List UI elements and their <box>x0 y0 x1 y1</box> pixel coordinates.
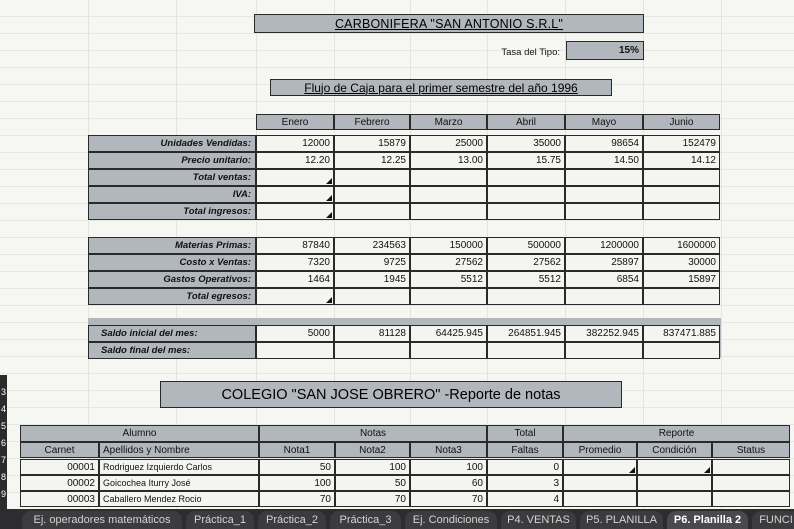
income_rows-value-cell[interactable] <box>565 203 643 220</box>
income_rows-value-cell-text: 15.75 <box>535 155 561 166</box>
group-header-reporte <box>563 425 790 442</box>
income_rows-row-label-text: Precio unitario: <box>181 155 251 166</box>
income_rows-value-cell[interactable] <box>487 203 565 220</box>
company-title-text: CARBONIFERA "SAN ANTONIO S.R.L" <box>334 16 564 31</box>
balance-value-cell[interactable] <box>487 342 565 359</box>
student-nota1-text: 50 <box>319 461 331 473</box>
income_rows-value-cell[interactable] <box>334 135 410 152</box>
income_rows-value-cell[interactable] <box>410 135 487 152</box>
expense_rows-value-cell-text: 87840 <box>302 240 330 251</box>
column-header-faltas[interactable] <box>487 442 563 458</box>
month-header-text: Enero <box>281 116 309 128</box>
expense_rows-value-cell-text: 15897 <box>688 274 716 285</box>
balance-row-label-text: Saldo inicial del mes: <box>101 328 198 339</box>
expense_rows-value-cell-text: 1200000 <box>600 240 639 251</box>
income_rows-value-cell[interactable] <box>410 186 487 203</box>
column-header-nombre[interactable] <box>99 442 259 458</box>
income_rows-row-label-text: Total ingresos: <box>183 206 251 217</box>
column-header-nota3[interactable] <box>410 442 487 458</box>
income_rows-value-cell-text: 12000 <box>302 138 330 149</box>
sheet-tab-label: Práctica_3 <box>339 514 392 526</box>
balance-value-cell[interactable] <box>565 325 643 342</box>
cashflow-title[interactable] <box>270 79 612 96</box>
student-name[interactable] <box>99 459 259 475</box>
income_rows-value-cell[interactable] <box>256 169 334 186</box>
income_rows-value-cell[interactable] <box>643 135 720 152</box>
student-carnet-text: 00003 <box>67 493 95 505</box>
row-number[interactable]: 6 <box>0 438 6 448</box>
student-condicion[interactable] <box>637 491 712 507</box>
expense_rows-value-cell[interactable] <box>334 271 410 288</box>
column-header-status-text: Status <box>736 444 766 456</box>
student-faltas-text: 4 <box>553 493 559 505</box>
column-header-nota3-text: Nota3 <box>435 444 462 456</box>
month-header[interactable] <box>410 114 487 130</box>
student-promedio[interactable] <box>563 459 637 475</box>
grid-line <box>0 220 794 221</box>
column-header-nota1[interactable] <box>259 442 335 458</box>
expense_rows-value-cell[interactable] <box>487 271 565 288</box>
row-number[interactable]: 4 <box>0 404 6 414</box>
income_rows-value-cell-text: 14.12 <box>690 155 716 166</box>
income_rows-value-cell[interactable] <box>487 152 565 169</box>
group-header-total <box>487 425 563 442</box>
expense_rows-value-cell-text: 5512 <box>538 274 561 285</box>
income_rows-value-cell[interactable] <box>643 203 720 220</box>
expense_rows-value-cell[interactable] <box>565 288 643 305</box>
income_rows-value-cell[interactable] <box>565 152 643 169</box>
student-condicion[interactable] <box>637 459 712 475</box>
column-header-carnet[interactable] <box>20 442 99 458</box>
income_rows-value-cell[interactable] <box>334 203 410 220</box>
sheet-tab[interactable] <box>258 511 326 529</box>
sheet-tab[interactable] <box>330 511 401 529</box>
group-header-reporte-text: Reporte <box>658 428 695 439</box>
expense_rows-value-cell-text: 1464 <box>307 274 330 285</box>
student-faltas[interactable] <box>487 459 563 475</box>
balance-value-cell[interactable] <box>643 325 720 342</box>
row-number-strip <box>0 375 7 529</box>
expense_rows-value-cell[interactable] <box>334 237 410 254</box>
income_rows-value-cell-text: 35000 <box>533 138 561 149</box>
grid-line <box>0 373 794 374</box>
income_rows-row-label <box>88 186 256 203</box>
month-header[interactable] <box>487 114 565 130</box>
balance-value-cell-text: 64425.945 <box>435 328 483 339</box>
income_rows-row-label <box>88 169 256 186</box>
balance-value-cell[interactable] <box>410 325 487 342</box>
income_rows-value-cell[interactable] <box>643 169 720 186</box>
sheet-tab[interactable] <box>405 511 497 529</box>
student-carnet[interactable] <box>20 475 99 491</box>
expense_rows-value-cell[interactable] <box>565 271 643 288</box>
column-header-status[interactable] <box>712 442 790 458</box>
column-header-condicion[interactable] <box>637 442 712 458</box>
income_rows-value-cell[interactable] <box>334 152 410 169</box>
column-header-condicion-text: Condición <box>652 444 697 456</box>
group-header-alumno-text: Alumno <box>122 428 157 439</box>
group-header-notas <box>259 425 487 442</box>
expense_rows-value-cell-text: 1945 <box>383 274 406 285</box>
balance-value-cell[interactable] <box>334 342 410 359</box>
balance-value-cell[interactable] <box>487 325 565 342</box>
sheet-tab[interactable] <box>752 511 794 529</box>
income_rows-value-cell-text: 15879 <box>378 138 406 149</box>
student-nota1-text: 100 <box>314 477 331 489</box>
student-nota1[interactable] <box>259 459 335 475</box>
expense_rows-value-cell[interactable] <box>334 254 410 271</box>
student-faltas-text: 3 <box>553 477 559 489</box>
expense_rows-value-cell[interactable] <box>256 237 334 254</box>
expense_rows-value-cell[interactable] <box>256 288 334 305</box>
income_rows-value-cell[interactable] <box>410 203 487 220</box>
student-nota3[interactable] <box>410 459 487 475</box>
cashflow-title-text: Flujo de Caja para el primer semestre del año 1996 <box>304 80 578 95</box>
expense_rows-value-cell-text: 30000 <box>688 257 716 268</box>
balance-value-cell[interactable] <box>334 325 410 342</box>
student-nota2-text: 70 <box>394 493 406 505</box>
expense_rows-value-cell-text: 25897 <box>611 257 639 268</box>
expense_rows-value-cell[interactable] <box>643 288 720 305</box>
row-number[interactable]: 3 <box>0 387 6 397</box>
student-carnet-text: 00001 <box>67 461 95 473</box>
balance-value-cell[interactable] <box>643 342 720 359</box>
student-faltas[interactable] <box>487 491 563 507</box>
sheet-tab[interactable] <box>186 511 254 529</box>
month-header-text: Mayo <box>591 116 617 128</box>
group-header-alumno <box>20 425 259 442</box>
grid-line <box>0 33 794 34</box>
expense_rows-value-cell[interactable] <box>643 254 720 271</box>
income_rows-value-cell[interactable] <box>487 186 565 203</box>
column-header-nota2[interactable] <box>335 442 410 458</box>
expense_rows-value-cell[interactable] <box>410 271 487 288</box>
month-header-text: Marzo <box>434 116 463 128</box>
expense_rows-row-label <box>88 271 256 288</box>
expense_rows-value-cell-text: 234563 <box>372 240 406 251</box>
student-name[interactable] <box>99 475 259 491</box>
month-header[interactable] <box>643 114 720 130</box>
income_rows-value-cell[interactable] <box>410 152 487 169</box>
sheet-tab[interactable] <box>501 511 576 529</box>
student-carnet[interactable] <box>20 491 99 507</box>
income_rows-value-cell-text: 14.50 <box>613 155 639 166</box>
expense_rows-row-label-text: Gastos Operativos: <box>163 274 251 285</box>
balance-value-cell-text: 837471.885 <box>663 328 716 339</box>
rate-value[interactable]: 15% <box>566 41 644 60</box>
expense_rows-value-cell-text: 9725 <box>383 257 406 268</box>
expense_rows-value-cell-text: 7320 <box>307 257 330 268</box>
grid-line <box>0 305 794 306</box>
expense_rows-value-cell[interactable] <box>334 288 410 305</box>
sheet-tab-label: P6. Planilla 2 <box>673 514 742 526</box>
expense_rows-value-cell[interactable] <box>256 271 334 288</box>
income_rows-row-label-text: Total ventas: <box>192 172 251 183</box>
student-status[interactable] <box>712 475 790 491</box>
student-nota2[interactable] <box>335 491 410 507</box>
sheet-tab-label: Práctica_1 <box>194 514 246 526</box>
student-nota1-text: 70 <box>319 493 331 505</box>
expense_rows-value-cell[interactable] <box>565 237 643 254</box>
month-header[interactable] <box>256 114 334 130</box>
balance-row-label <box>88 325 256 342</box>
month-header-text: Febrero <box>354 116 390 128</box>
student-carnet-text: 00002 <box>67 477 95 489</box>
expense_rows-value-cell-text: 1600000 <box>677 240 716 251</box>
sheet-tab-label: P4. VENTAS <box>507 514 570 526</box>
grid-line <box>0 101 794 102</box>
grades-title[interactable] <box>160 381 622 408</box>
balance-value-cell-text: 5000 <box>307 328 330 339</box>
balance-row-label-text: Saldo final del mes: <box>101 345 191 356</box>
balance-value-cell-text: 382252.945 <box>586 328 639 339</box>
expense_rows-row-label-text: Costo x Ventas: <box>179 257 251 268</box>
expense_rows-value-cell-text: 27562 <box>533 257 561 268</box>
income_rows-value-cell[interactable] <box>256 135 334 152</box>
expense_rows-value-cell-text: 6854 <box>616 274 639 285</box>
student-nota1[interactable] <box>259 491 335 507</box>
student-nota3-text: 70 <box>471 493 483 505</box>
expense_rows-value-cell[interactable] <box>487 254 565 271</box>
month-header[interactable] <box>565 114 643 130</box>
balance-row-label <box>88 342 256 359</box>
expense_rows-value-cell[interactable] <box>256 254 334 271</box>
expense_rows-row-label <box>88 237 256 254</box>
grid-line <box>0 50 794 51</box>
sheet-tab-label: Ej. operadores matemáticos <box>33 514 171 526</box>
month-header-text: Junio <box>669 116 694 128</box>
student-nota3[interactable] <box>410 491 487 507</box>
student-name-text: Goicochea Iturry José <box>103 478 191 488</box>
expense_rows-value-cell-text: 5512 <box>460 274 483 285</box>
income_rows-value-cell[interactable] <box>643 152 720 169</box>
balance-value-cell[interactable] <box>256 325 334 342</box>
column-header-promedio[interactable] <box>563 442 637 458</box>
student-nota2-text: 100 <box>389 461 406 473</box>
student-status[interactable] <box>712 491 790 507</box>
income_rows-row-label-text: IVA: <box>232 189 251 200</box>
group-header-notas-text: Notas <box>359 428 387 439</box>
expense_rows-value-cell-text: 150000 <box>449 240 483 251</box>
income_rows-value-cell[interactable] <box>410 169 487 186</box>
student-promedio[interactable] <box>563 475 637 491</box>
balance-value-cell[interactable] <box>256 342 334 359</box>
expense_rows-row-label <box>88 288 256 305</box>
balance-value-cell[interactable] <box>410 342 487 359</box>
student-name-text: Rodriguez Izquierdo Carlos <box>103 462 213 472</box>
income_rows-row-label <box>88 203 256 220</box>
income_rows-value-cell[interactable] <box>334 186 410 203</box>
column-header-carnet-text: Carnet <box>44 444 75 456</box>
income_rows-value-cell[interactable] <box>487 135 565 152</box>
income_rows-value-cell[interactable] <box>256 186 334 203</box>
student-faltas[interactable] <box>487 475 563 491</box>
rate-label: Tasa del Tipo: <box>501 47 560 58</box>
student-name-text: Caballero Mendez Rocio <box>103 494 202 504</box>
student-nota2-text: 50 <box>394 477 406 489</box>
income_rows-row-label <box>88 152 256 169</box>
expense_rows-value-cell[interactable] <box>410 288 487 305</box>
income_rows-value-cell[interactable] <box>334 169 410 186</box>
student-nota2[interactable] <box>335 459 410 475</box>
sheet-tab[interactable] <box>22 511 182 529</box>
student-status[interactable] <box>712 459 790 475</box>
student-nota3-text: 60 <box>471 477 483 489</box>
income_rows-value-cell-text: 12.25 <box>380 155 406 166</box>
column-header-nota1-text: Nota1 <box>283 444 311 456</box>
student-nota1[interactable] <box>259 475 335 491</box>
expense_rows-row-label <box>88 254 256 271</box>
income_rows-value-cell[interactable] <box>565 186 643 203</box>
grades-title-text: COLEGIO "SAN JOSE OBRERO" -Reporte de notas <box>221 386 561 403</box>
income_rows-value-cell[interactable] <box>256 152 334 169</box>
student-name[interactable] <box>99 491 259 507</box>
grid-line <box>0 67 794 68</box>
month-header-text: Abril <box>515 116 536 128</box>
balance-value-cell[interactable] <box>565 342 643 359</box>
income_rows-value-cell[interactable] <box>565 169 643 186</box>
income_rows-row-label-text: Unidades Vendidas: <box>160 138 251 149</box>
income_rows-row-label <box>88 135 256 152</box>
income_rows-value-cell[interactable] <box>487 169 565 186</box>
income_rows-value-cell[interactable] <box>565 135 643 152</box>
income_rows-value-cell-text: 13.00 <box>457 155 483 166</box>
sheet-tab-label: Ej. Condiciones <box>412 514 490 526</box>
student-carnet[interactable] <box>20 459 99 475</box>
row-number[interactable]: 5 <box>0 421 6 431</box>
sheet-tab-label: Práctica_2 <box>266 514 318 526</box>
income_rows-value-cell-text: 12.20 <box>304 155 330 166</box>
student-promedio[interactable] <box>563 491 637 507</box>
row-number[interactable]: 8 <box>0 472 6 482</box>
sheet-tab[interactable] <box>580 511 663 529</box>
expense_rows-value-cell-text: 27562 <box>455 257 483 268</box>
column-header-nota2-text: Nota2 <box>359 444 386 456</box>
row-number[interactable]: 7 <box>0 455 6 465</box>
expense_rows-value-cell[interactable] <box>487 288 565 305</box>
balance-value-cell-text: 264851.945 <box>508 328 561 339</box>
student-nota3-text: 100 <box>466 461 483 473</box>
sheet-tab[interactable] <box>667 511 748 529</box>
student-nota3[interactable] <box>410 475 487 491</box>
sheet-tab-label: P5. PLANILLA <box>586 514 657 526</box>
expense_rows-value-cell[interactable] <box>410 254 487 271</box>
expense_rows-value-cell[interactable] <box>643 271 720 288</box>
expense_rows-value-cell[interactable] <box>487 237 565 254</box>
student-faltas-text: 0 <box>553 461 559 473</box>
column-header-nombre-text: Apellidos y Nombre <box>103 444 190 456</box>
expense_rows-value-cell-text: 500000 <box>527 240 561 251</box>
expense_rows-value-cell[interactable] <box>643 237 720 254</box>
row-number[interactable]: 9 <box>0 489 6 499</box>
sheet-tab-label: FUNCI <box>759 514 793 526</box>
column-header-faltas-text: Faltas <box>511 444 539 456</box>
income_rows-value-cell-text: 152479 <box>682 138 716 149</box>
column-header-promedio-text: Promedio <box>578 444 622 456</box>
group-header-total-text: Total <box>514 428 536 439</box>
expense_rows-value-cell[interactable] <box>565 254 643 271</box>
income_rows-value-cell[interactable] <box>256 203 334 220</box>
month-header[interactable] <box>334 114 410 130</box>
income_rows-value-cell-text: 98654 <box>611 138 639 149</box>
company-title[interactable] <box>254 14 644 33</box>
income_rows-value-cell-text: 25000 <box>455 138 483 149</box>
sheet-tab-bar <box>0 509 794 529</box>
expense_rows-row-label-text: Materias Primas: <box>174 240 251 251</box>
student-nota2[interactable] <box>335 475 410 491</box>
expense_rows-row-label-text: Total egresos: <box>186 291 251 302</box>
balance-value-cell-text: 81128 <box>378 328 406 339</box>
student-condicion[interactable] <box>637 475 712 491</box>
income_rows-value-cell[interactable] <box>643 186 720 203</box>
expense_rows-value-cell[interactable] <box>410 237 487 254</box>
